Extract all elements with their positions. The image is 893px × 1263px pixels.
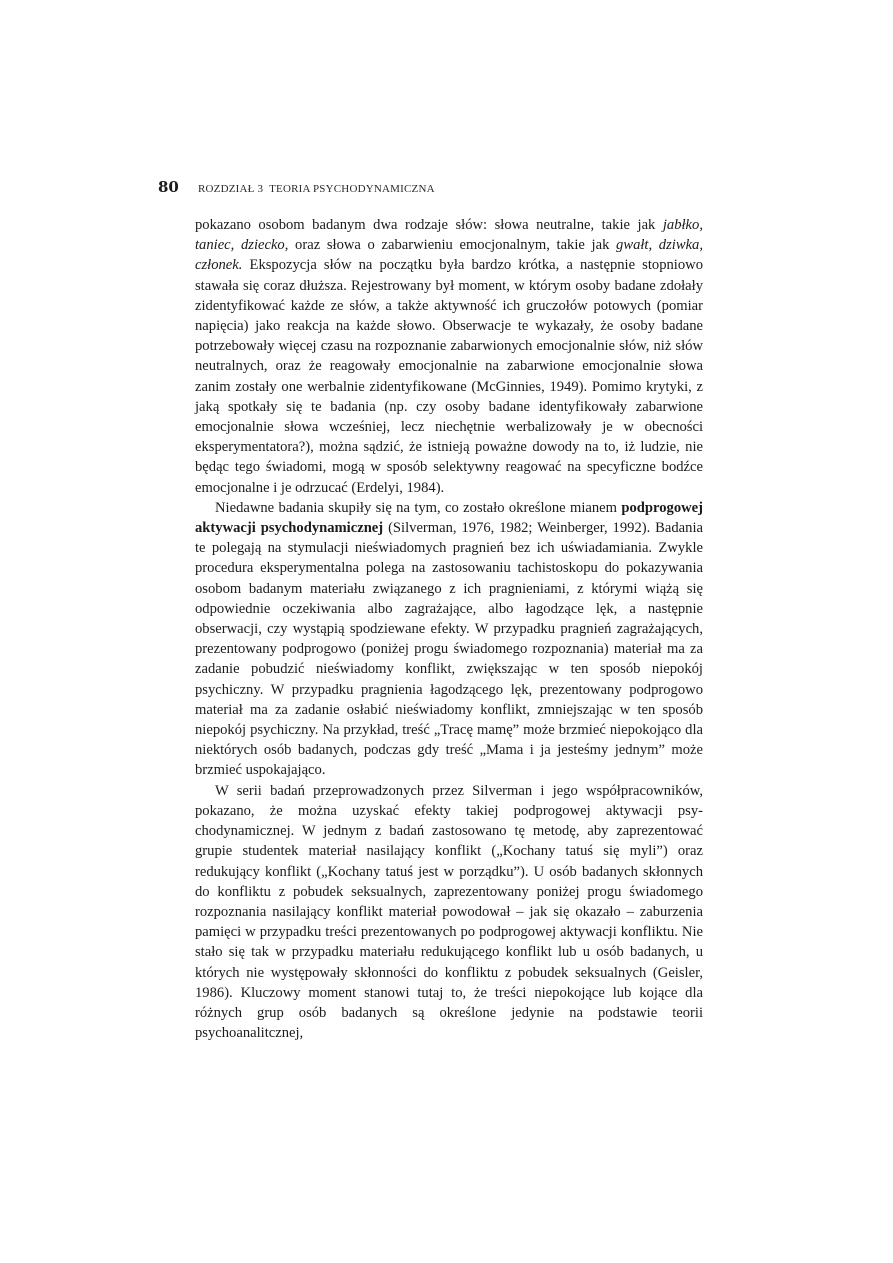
key-term: podprogowej aktywacji psychodynamicznej — [195, 499, 703, 537]
page-number: 80 — [158, 178, 179, 196]
text-segment: W serii badań przeprowadzonych przez Silverman i jego współpracowników, pokazano, że można uzyskać efekty takiej podprogowej aktywacji psychodynamicznej. W jednym z badań zastosowano tę metodę, aby zaprezentować grupie studentek materiał nasilający konflikt („Kochany tatuś się myli”) oraz redukujący konflikt („Kochany tatuś jest w porządku”). U osób badanych skłonnych do konfliktu z pobudek seksualnych, zaprezentowany poniżej progu świadomego rozpoznania nasilający konflikt materiał powodował – jak się okazało – zaburzenia pamięci w przypadku treści prezentowanych po podprogowej aktywacji konfliktu. Nie stało się tak w przypadku materiału redukującego konflikt lub u osób badanych, u których nie występowały skłonności do konfliktu z pobudek seksualnych (Geisler, 1986). Kluczowy moment stanowi tutaj to, że treści niepokojące lub kojące dla różnych grup osób badanych są określone jedynie na podstawie teorii psychoanalitcznej, — [195, 782, 703, 1042]
chapter-number: ROZDZIAŁ 3 — [197, 183, 264, 195]
text-segment: (Silverman, 1976, 1982; Weinberger, 1992). Badania te polegają na stymulacji nieświadomych pragnień bez ich uświadamiania. Zwykle procedura eksperymentalna polega na zastosowaniu tachistoskopu do pokazywania osobom badanym materiału związanego z ich pragnieniami, z którymi wiążą się odpowiednie oczekiwania albo zagrażające, albo łagodzące lęk, a następnie obserwacji, czy wystąpią spodziewane efekty. W przypadku pragnień zagrażających, prezentowany podprogowo (poniżej progu świadomego rozpoznania) materiał ma za zadanie pobudzić nieświadomy konflikt, zwiększając w ten sposób niepokój psychiczny. W przypadku pragnienia łagodzącego lęk, prezentowany podprogowo materiał ma za zadanie osłabić nieświadomy konflikt, zmniejszając w ten sposób niepokój psychiczny. Na przykład, treść „Tracę mamę” może brzmieć niepokojąco dla niektórych osób badanych, podczas gdy treść „Mama i ja jesteśmy jednym” może brzmieć uspokajająco. — [195, 520, 703, 779]
text-segment: Ekspozycja słów na początku była bardzo krótka, a następnie stopniowo stawała się coraz dłuższa. Rejestrowany był moment, w którym osoby badane zdołały zidentyfikować każde ze słów, a także aktywność ich gruczołów potowych (pomiar napięcia) jako reakcja na każde słowo. Obserwacje te wykazały, że osoby badane potrzebowały więcej czasu na rozpoznanie zabarwionych emocjonalnie słów, niż słów neutralnych, oraz że reagowały emocjonalnie na zabarwione emocjonalnie słowa zanim zostały one werbalnie zidentyfikowane (McGinnies, 1949). Pomimo krytyki, z jaką spotkały się te badania (np. czy osoby badane identyfikowały zabarwione emocjonalnie słowa wcześniej, lecz niechętnie werbalizowały je w obecności eksperymentatora?), można sądzić, że istnieją poważne dowody na to, iż ludzie, nie będąc tego świadomi, mogą w sposób selektywny reagować na specyficzne bodźce emocjonalne i je odrzucać (Erdelyi, 1984). — [195, 257, 703, 496]
chapter-title: TEORIA PSYCHODYNAMICZNA — [269, 183, 435, 195]
paragraph-3 — [195, 781, 703, 1044]
text-segment: pokazano osobom badanym dwa rodzaje słów: słowa neutralne, takie jak — [195, 217, 663, 233]
chapter-label — [198, 183, 435, 195]
body-text — [195, 215, 703, 1043]
example-emotional-words: gwałt, dziwka, członek. — [195, 237, 703, 274]
example-neutral-words: jabłko, taniec, dziecko, — [195, 217, 703, 254]
text-segment: oraz słowa o zabarwieniu emocjonalnym, takie jak — [288, 237, 617, 254]
text-segment: Niedawne badania skupiły się na tym, co zostało określone mianem — [215, 499, 622, 516]
running-head — [158, 177, 718, 197]
paragraph-2 — [195, 498, 703, 781]
paragraph-1 — [195, 215, 703, 498]
